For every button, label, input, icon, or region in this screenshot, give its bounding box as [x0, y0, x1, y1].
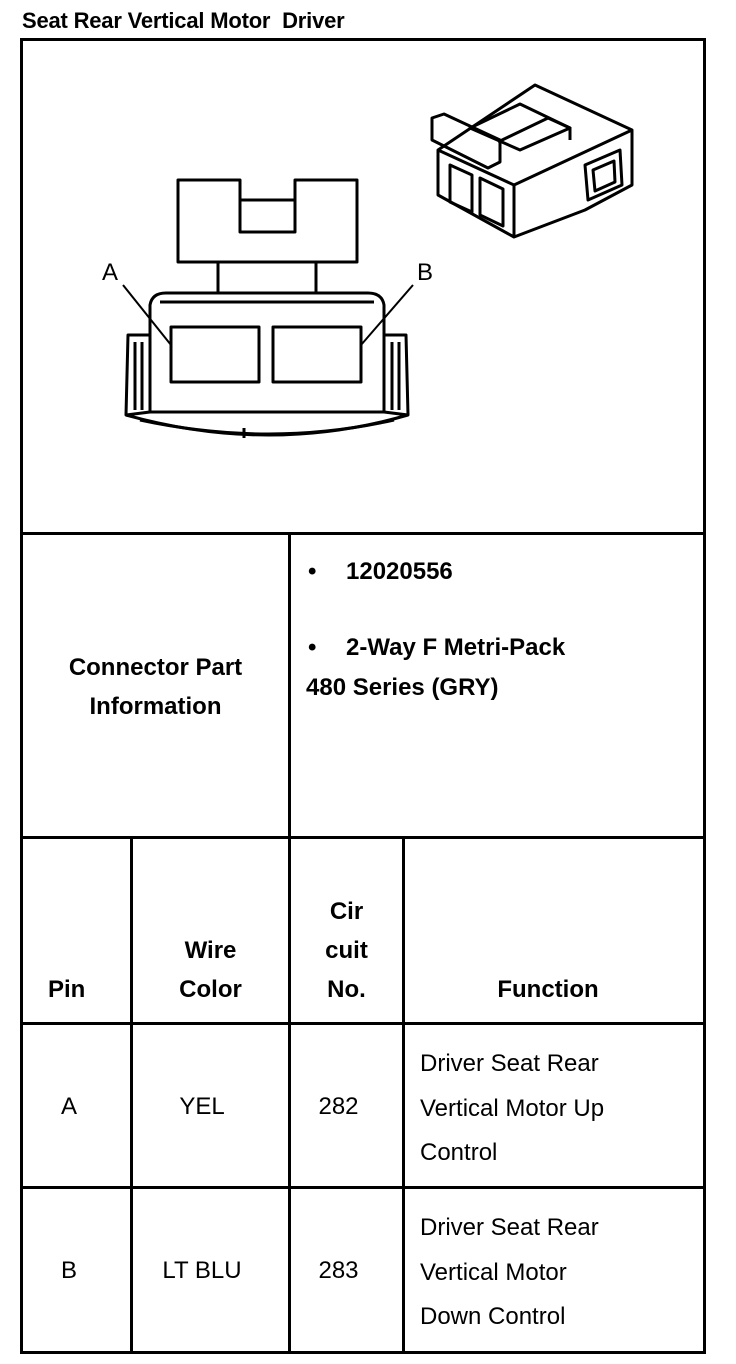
connector-front-body — [126, 293, 408, 438]
row-a-function — [420, 1042, 604, 1176]
connector-info-label-line1: Connector Part — [68, 654, 243, 681]
connector-description-line2: 480 Series (GRY) — [306, 674, 499, 701]
connector-diagram — [0, 0, 736, 540]
pin-label-a: A — [101, 259, 119, 286]
connector-isometric-view — [432, 85, 632, 237]
header-function: Function — [497, 976, 599, 1003]
connector-latch — [178, 180, 357, 293]
row-a-circuit: 282 — [318, 1093, 359, 1120]
connector-description-line1: 2-Way F Metri-Pack — [346, 634, 566, 661]
page-title: Seat Rear Vertical Motor Driver — [22, 8, 345, 33]
row-a-wire-color: YEL — [179, 1093, 225, 1120]
connector-info-label-line2: Information — [89, 693, 222, 720]
row-a-function-line3: Control — [420, 1139, 498, 1166]
row-b-function — [420, 1206, 599, 1340]
connector-info-label — [23, 648, 288, 726]
pin-label-b: B — [416, 259, 434, 286]
header-circuit-line2: cuit — [325, 937, 368, 964]
divider-info-bottom — [20, 836, 706, 839]
header-circuit-number — [291, 892, 402, 1009]
header-circuit-line3: No. — [327, 976, 366, 1003]
divider-row-a-bottom — [20, 1186, 706, 1189]
cavity-a — [171, 327, 259, 382]
row-b-pin: B — [60, 1257, 77, 1284]
header-circuit-line1: Cir — [329, 898, 364, 925]
header-wire-color-line2: Color — [179, 976, 242, 1003]
header-wire-color-line1: Wire — [184, 937, 237, 964]
row-b-function-line1: Driver Seat Rear — [420, 1214, 599, 1241]
header-pin: Pin — [48, 976, 86, 1003]
row-a-pin: A — [60, 1093, 77, 1120]
row-b-wire-color: LT BLU — [162, 1257, 242, 1284]
row-b-function-line2: Vertical Motor — [420, 1258, 567, 1286]
bullet-part-number: • — [308, 558, 317, 585]
row-a-function-line1: Driver Seat Rear — [420, 1050, 599, 1077]
part-number: 12020556 — [346, 558, 453, 585]
divider-header-bottom — [20, 1022, 706, 1025]
row-b-circuit: 283 — [318, 1257, 359, 1284]
bullet-description: • — [308, 634, 317, 661]
cavity-b — [273, 327, 361, 382]
header-wire-color — [133, 931, 288, 1009]
row-a-function-line2: Vertical Motor Up — [420, 1094, 605, 1122]
row-b-function-line3: Down Control — [420, 1303, 566, 1330]
divider-circuit-column — [402, 836, 405, 1354]
